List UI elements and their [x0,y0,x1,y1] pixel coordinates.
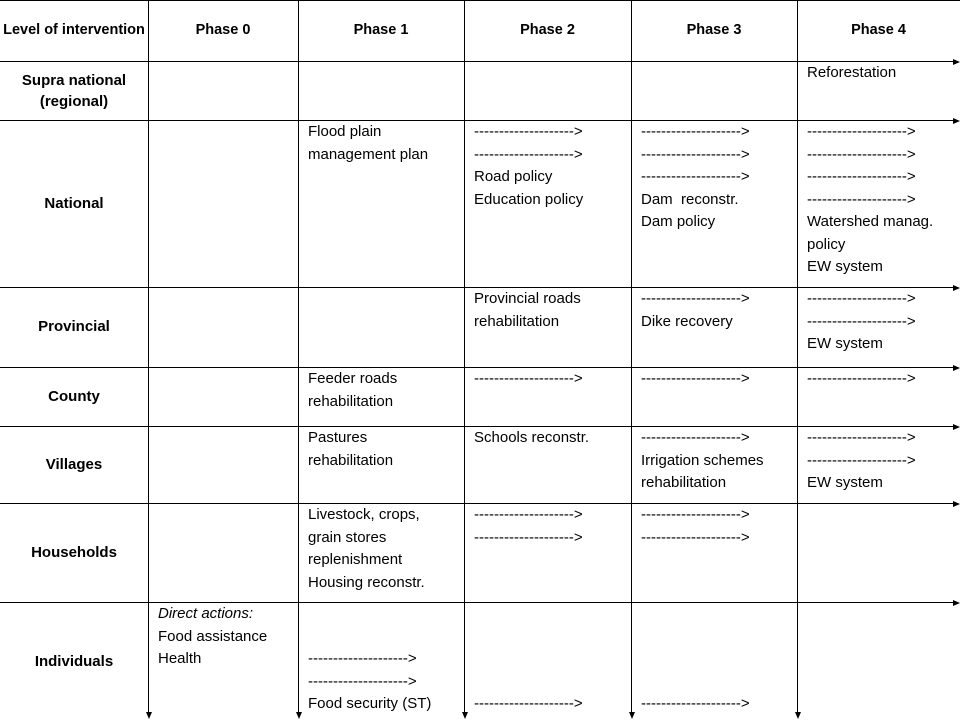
cell-line: Reforestation [807,64,897,81]
cell-line: --------------------> [641,168,750,185]
phase-cell [308,368,397,413]
cell-line: Education policy [474,190,584,208]
level-national: National [44,194,104,212]
cell-line: EW system [807,258,883,275]
cell-line: --------------------> [641,370,750,387]
cell-line: --------------------> [474,123,583,140]
phase-cell [474,603,583,716]
level-individuals: Individuals [34,652,114,670]
cell-line: --------------------> [308,672,417,690]
cell-line [474,671,583,694]
cell-line: grain stores [308,528,387,546]
phase-cell [308,603,431,716]
phase-cell [807,121,933,279]
level-villages: Villages [45,455,103,473]
cell-line [474,603,583,626]
row-divider [0,0,960,1]
cell-line: --------------------> [308,650,417,667]
phase-cell [308,504,425,594]
cell-line: rehabilitation [641,474,727,491]
header-phase-0: Phase 0 [195,22,251,38]
cell-line [308,603,431,626]
cell-line: --------------------> [474,145,583,163]
cell-line: Dike recovery [641,312,733,330]
header-phase-4: Phase 4 [851,22,906,38]
column-divider [464,0,465,713]
cell-line: --------------------> [807,370,916,387]
header-phase-2: Phase 2 [520,22,575,38]
column-divider [631,0,632,713]
phase-cell [474,121,583,211]
cell-line: Feeder roads [308,370,398,387]
column-divider [298,0,299,713]
cell-line: --------------------> [641,145,750,163]
column-arrow-head [629,712,635,719]
row-arrow-head [953,59,960,65]
level-households: Households [31,543,117,561]
header-phase-1: Phase 1 [353,22,409,38]
cell-line: --------------------> [807,290,916,307]
cell-line [308,626,431,649]
column-arrow-head [296,712,302,719]
phase-cell [308,121,428,166]
cell-line: --------------------> [474,695,583,712]
cell-line: --------------------> [807,429,916,446]
level-supra-national: Supra national (regional) [21,72,127,110]
column-divider [797,0,798,713]
phase-cell [474,368,583,391]
phase-cell [807,427,916,495]
phase-cell [641,603,750,716]
cell-line: EW system [807,474,883,491]
cell-line: --------------------> [474,506,583,523]
cell-line: rehabilitation [308,451,394,469]
cell-line: rehabilitation [308,392,394,410]
cell-line: Dam reconstr. [641,190,739,208]
row-arrow-head [953,118,960,124]
cell-line: --------------------> [807,145,916,163]
cell-line: Pastures [308,429,368,446]
header-level-of-intervention: Level of intervention [3,22,145,38]
cell-line: policy [807,235,846,253]
phase-cell [807,288,916,356]
cell-line: Irrigation schemes [641,451,764,469]
cell-line: Food security (ST) [308,695,432,712]
row-arrow-head [953,424,960,430]
row-arrow-head [953,501,960,507]
phase-cell [641,427,764,495]
cell-line: --------------------> [807,451,916,469]
cell-line: Provincial roads [474,290,581,307]
cell-line: --------------------> [641,506,750,523]
cell-line: --------------------> [641,695,750,712]
phase-cell [641,368,750,391]
header-phase-3: Phase 3 [686,22,742,38]
cell-line [474,626,583,649]
phase-cell [641,504,750,549]
cell-line: Flood plain [308,123,382,140]
cell-line: Direct actions: [158,605,254,622]
phase-cell [474,504,583,549]
row-arrow-head [953,365,960,371]
column-arrow-head [462,712,468,719]
phase-cell [158,603,267,671]
cell-line: --------------------> [807,168,916,185]
phase-cell [474,288,581,333]
cell-line: --------------------> [807,312,916,330]
cell-line: --------------------> [641,290,750,307]
cell-line: --------------------> [641,123,750,140]
cell-line: replenishment [308,551,403,568]
column-divider [148,0,149,713]
cell-line: --------------------> [807,190,916,208]
cell-line: Watershed manag. [807,213,934,230]
cell-line [641,603,750,626]
cell-line: management plan [308,145,429,163]
cell-line: Food assistance [158,627,268,645]
phase-cell [474,427,589,450]
row-arrow-head [953,285,960,291]
column-arrow-head [795,712,801,719]
cell-line: Road policy [474,168,553,185]
cell-line [641,671,750,694]
cell-line: EW system [807,335,883,352]
cell-line: Housing reconstr. [308,573,425,591]
cell-line: --------------------> [474,370,583,387]
cell-line [641,626,750,649]
cell-line [641,648,750,671]
cell-line: Schools reconstr. [474,429,590,446]
level-provincial: Provincial [38,318,110,335]
phase-cell [807,368,916,391]
cell-line: --------------------> [474,528,583,546]
cell-line [474,648,583,671]
cell-line: --------------------> [641,528,750,546]
phase-cell [807,62,896,85]
phase-cell [308,427,393,472]
cell-line: Dam policy [641,213,716,230]
cell-line: Health [158,650,202,667]
level-county: County [48,387,100,405]
cell-line: Livestock, crops, [308,506,420,523]
phase-cell [641,121,750,234]
cell-line: --------------------> [807,123,916,140]
column-arrow-head [146,712,152,719]
row-arrow-head [953,600,960,606]
cell-line: rehabilitation [474,312,560,330]
cell-line: --------------------> [641,429,750,446]
phase-cell [641,288,750,333]
